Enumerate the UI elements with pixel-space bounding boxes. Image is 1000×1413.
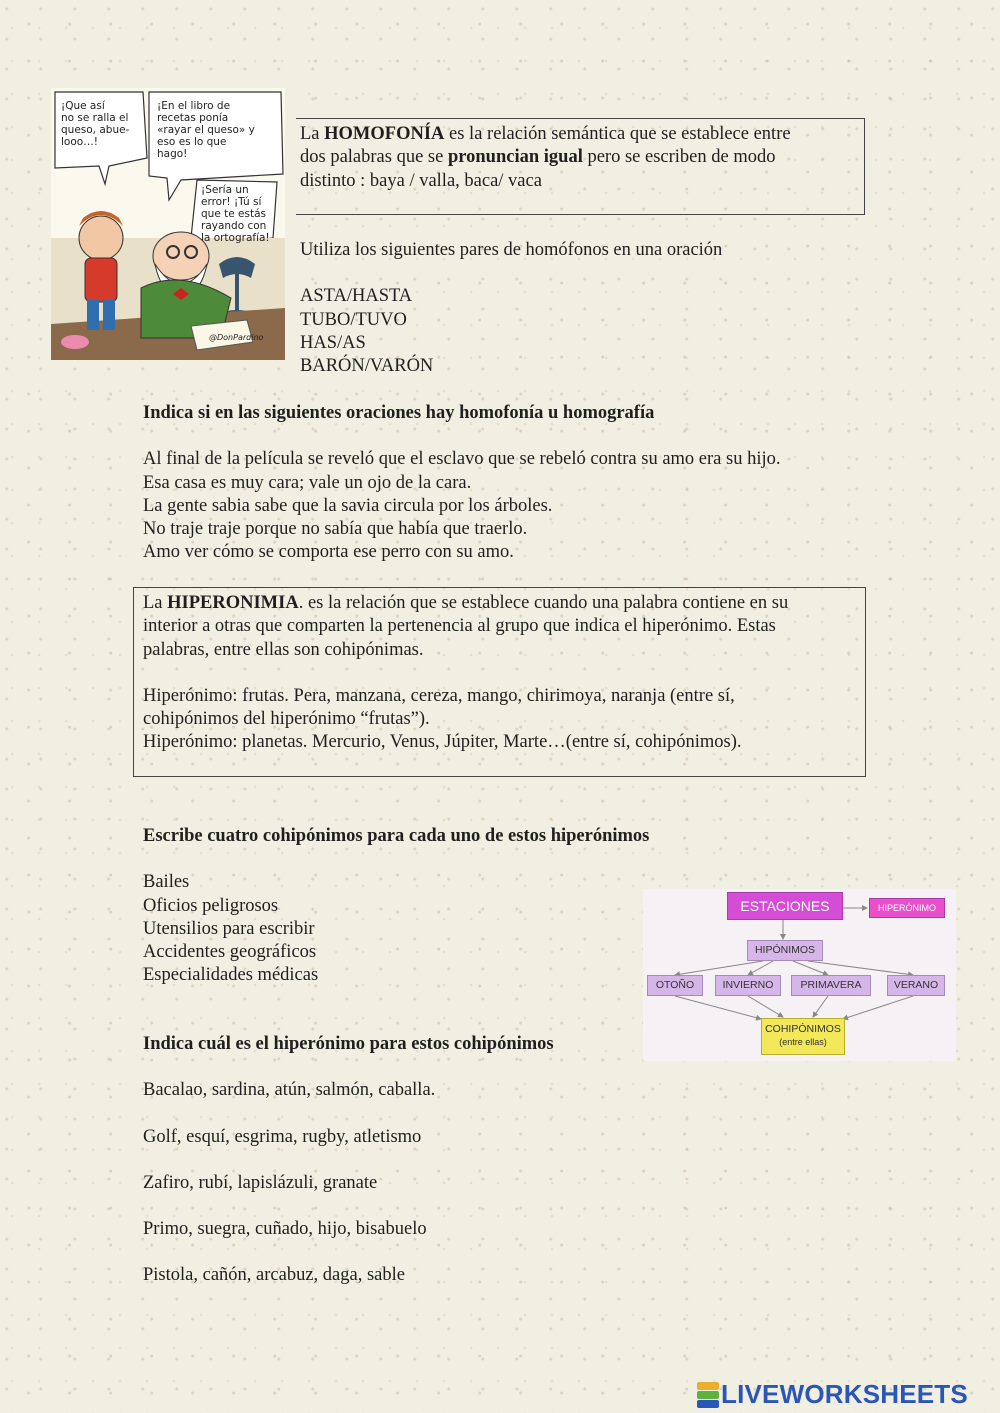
example-line: Hiperónimo: planetas. Mercurio, Venus, Júpiter, Marte…(entre sí, cohipónimos). — [143, 732, 742, 753]
exercise-heading: Indica cuál es el hiperónimo para estos cohipónimos — [143, 1034, 554, 1054]
example-line: cohipónimos del hiperónimo “frutas”). — [143, 709, 430, 730]
bubble-kid-reply — [201, 184, 270, 244]
bubble-line: «rayar el queso» y — [157, 124, 255, 136]
diagram-node-season: VERANO — [887, 975, 945, 996]
bubble-line: recetas ponía — [157, 112, 229, 124]
liveworksheets-logo-icon — [697, 1382, 719, 1408]
bubble-line: rayando con — [201, 220, 267, 232]
hiperonimo-item: Accidentes geográficos — [143, 942, 317, 963]
bubble-line: que te estás — [201, 208, 266, 220]
hiperonimia-term: HIPERONIMIA — [167, 593, 299, 613]
hiperonimo-item: Oficios peligrosos — [143, 895, 279, 916]
sentence: Al final de la película se reveló que el esclavo que se rebeló contra su amo era su hijo. — [143, 449, 781, 470]
text: es la relación semántica que se establece entre — [444, 124, 791, 144]
bubble-grandpa — [157, 100, 255, 160]
sentence: Esa casa es muy cara; vale un ojo de la cara. — [143, 472, 472, 493]
liveworksheets-brand — [697, 1379, 968, 1410]
hiperonimia-line-3: palabras, entre ellas son cohipónimas. — [143, 639, 424, 660]
brand-name: LIVEWORKSHEETS — [721, 1379, 968, 1409]
homofonia-definition-box — [296, 118, 865, 215]
sentence: La gente sabia sabe que la savia circula por los árboles. — [143, 495, 553, 516]
diagram-node-estaciones: ESTACIONES — [727, 892, 843, 920]
exercise-heading: Escribe cuatro cohipónimos para cada uno de estos hiperónimos — [143, 826, 650, 846]
hiperonimo-exercise — [143, 1033, 554, 1288]
diagram-node-cohiponimos — [761, 1018, 845, 1055]
word-pair: BARÓN/VARÓN — [300, 356, 434, 377]
bubble-line: looo…! — [61, 136, 98, 148]
bubble-kid — [61, 100, 129, 148]
cohiponimo-group: Zafiro, rubí, lapislázuli, granate — [143, 1172, 378, 1193]
bubble-line: ¡En el libro de — [157, 100, 231, 112]
homografia-exercise — [143, 402, 781, 565]
text: pero se escriben de modo — [582, 147, 776, 168]
comic-illustration — [51, 88, 285, 360]
bubble-line: eso es lo que — [157, 136, 227, 148]
hyponym-diagram — [643, 889, 956, 1061]
hiperonimo-item: Utensilios para escribir — [143, 918, 315, 939]
homofonia-term: HOMOFONÍA — [324, 124, 445, 144]
text: La — [300, 124, 325, 144]
cohiponimo-group: Primo, suegra, cuñado, hijo, bisabuelo — [143, 1219, 427, 1240]
example-line: Hiperónimo: frutas. Pera, manzana, cereza, mango, chirimoya, naranja (entre sí, — [143, 685, 735, 706]
homofonia-line-2 — [300, 146, 791, 169]
diagram-node-text: COHIPÓNIMOS — [765, 1023, 841, 1035]
comic-signature: @DonPardino — [209, 333, 264, 342]
homofonia-line-3: distinto : baya / valla, baca/ vaca — [300, 170, 542, 191]
diagram-node-season: OTOÑO — [647, 975, 703, 996]
homofonos-exercise — [300, 239, 722, 378]
hiperonimo-item: Especialidades médicas — [143, 965, 319, 986]
hiperonimia-definition-box — [133, 587, 866, 777]
diagram-node-text: (entre ellas) — [779, 1037, 827, 1047]
cohiponimo-group: Bacalao, sardina, atún, salmón, caballa. — [143, 1080, 436, 1101]
bubble-line: queso, abue- — [61, 124, 130, 136]
diagram-node-hiponimos: HIPÓNIMOS — [747, 940, 823, 961]
sentence: No traje traje porque no sabía que había que traerlo. — [143, 519, 528, 540]
text: dos palabras que se — [300, 147, 448, 168]
diagram-node-season: INVIERNO — [715, 975, 781, 996]
hiperonimia-line-2: interior a otras que comparten la pertenencia al grupo que indica el hiperónimo. Estas — [143, 616, 776, 637]
bubble-line: ¡Sería un — [201, 184, 249, 196]
bubble-line: hago! — [157, 148, 188, 160]
word-pair: HAS/AS — [300, 332, 366, 353]
cohiponimo-group: Pistola, cañón, arcabuz, daga, sable — [143, 1265, 405, 1286]
bubble-line: no se ralla el — [61, 112, 129, 124]
diagram-node-season: PRIMAVERA — [791, 975, 871, 996]
diagram-label-hiperonimo: HIPERÓNIMO — [869, 898, 945, 918]
exercise-heading: Indica si en las siguientes oraciones hay homofonía u homografía — [143, 403, 655, 423]
emphasis: pronuncian igual — [447, 147, 583, 168]
bubble-line: ¡Que así — [61, 100, 105, 112]
text: La — [143, 593, 168, 613]
homofonia-line-1 — [300, 123, 791, 146]
bubble-line: error! ¡Tú sí — [201, 196, 262, 208]
exercise-instruction: Utiliza los siguientes pares de homófonos en una oración — [300, 240, 723, 260]
hiperonimo-item: Bailes — [143, 872, 190, 893]
text: . es la relación que se establece cuando una palabra contiene en su — [298, 593, 789, 613]
bubble-line: la ortografía! — [201, 232, 270, 244]
hiperonimia-line-1 — [143, 592, 788, 615]
word-pair: TUBO/TUVO — [300, 309, 407, 330]
sentence: Amo ver cómo se comporta ese perro con su amo. — [143, 542, 514, 563]
cohiponimos-exercise — [143, 825, 649, 988]
word-pair: ASTA/HASTA — [300, 286, 413, 307]
cohiponimo-group: Golf, esquí, esgrima, rugby, atletismo — [143, 1126, 422, 1147]
